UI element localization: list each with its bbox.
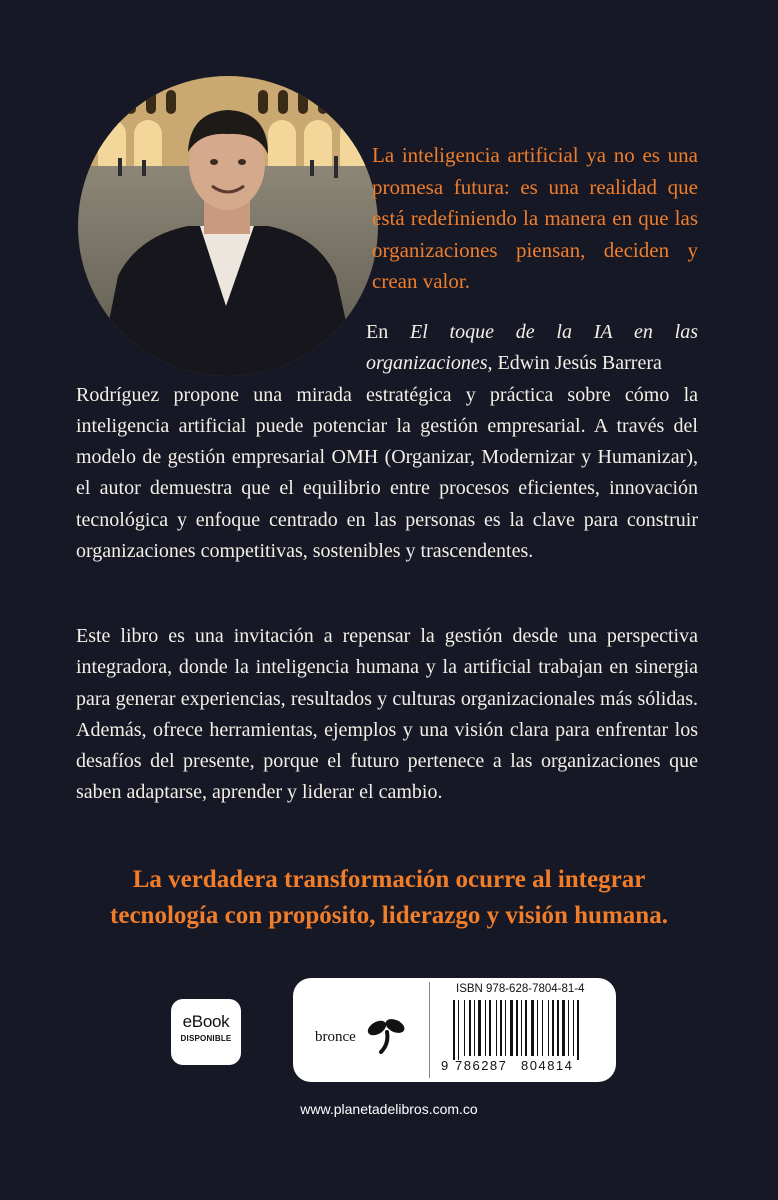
ebook-badge-subtitle: DISPONIBLE — [180, 1034, 232, 1043]
book-title: El toque de la IA en las organizaciones — [366, 321, 699, 375]
isbn-label: ISBN 978-628-7804-81-4 — [456, 983, 585, 995]
publisher-website: www.planetadelibros.com.co — [300, 1101, 478, 1117]
ebook-badge-title: eBook — [182, 1012, 230, 1031]
description-paragraph-2: Este libro es una invitación a repensar la gestión desde una perspectiva integradora, donde la inteligencia humana y la artificial trabajan en sinergia para generar experiencias, resultados y culturas organizacionales más sólidas. Además, ofrece herramientas, ejemplos y una visión clara para enfrentar los desafíos del presente, porque el futuro pertenece a las organizaciones que saben adaptarse, aprender y liderar el cambio. — [76, 625, 698, 804]
publisher-name: bronce — [315, 1029, 356, 1045]
closing-line-2: tecnología con propósito, liderazgo y visión humana. — [110, 902, 668, 929]
ebook-available-badge — [171, 999, 241, 1065]
closing-statement — [76, 862, 702, 934]
barcode-digit-first: 9 — [441, 1058, 449, 1073]
publisher-isbn-panel — [293, 978, 616, 1082]
p1-author: , Edwin Jesús Barrera — [487, 352, 662, 375]
bronce-firefly-logo-icon — [365, 1014, 409, 1054]
p1-lead: En — [366, 321, 410, 343]
p1-body: Rodríguez propone una mirada estratégica y práctica sobre cómo la inteligencia artificial puede potenciar la gestión empresarial. A través del modelo de gestión empresarial OMH (Organizar, Modernizar y Humanizar), el autor demuestra que el equilibrio entre procesos eficientes, innovación tecnológica y enfoque centrado en las personas es la clave para construir organizaciones competitivas, sostenibles y trascendentes. — [76, 383, 698, 563]
isbn-barcode — [441, 1000, 609, 1060]
intro-statement: La inteligencia artificial ya no es una promesa futura: es una realidad que está redefiniendo la manera en que las organizaciones piensan, deciden y crean valor. — [372, 143, 698, 294]
barcode-digits-right: 804814 — [521, 1058, 574, 1073]
barcode-digits-left: 786287 — [455, 1058, 508, 1073]
closing-line-1: La verdadera transformación ocurre al integrar — [132, 866, 646, 893]
description-paragraph-1 — [76, 317, 698, 567]
panel-divider — [429, 982, 430, 1078]
